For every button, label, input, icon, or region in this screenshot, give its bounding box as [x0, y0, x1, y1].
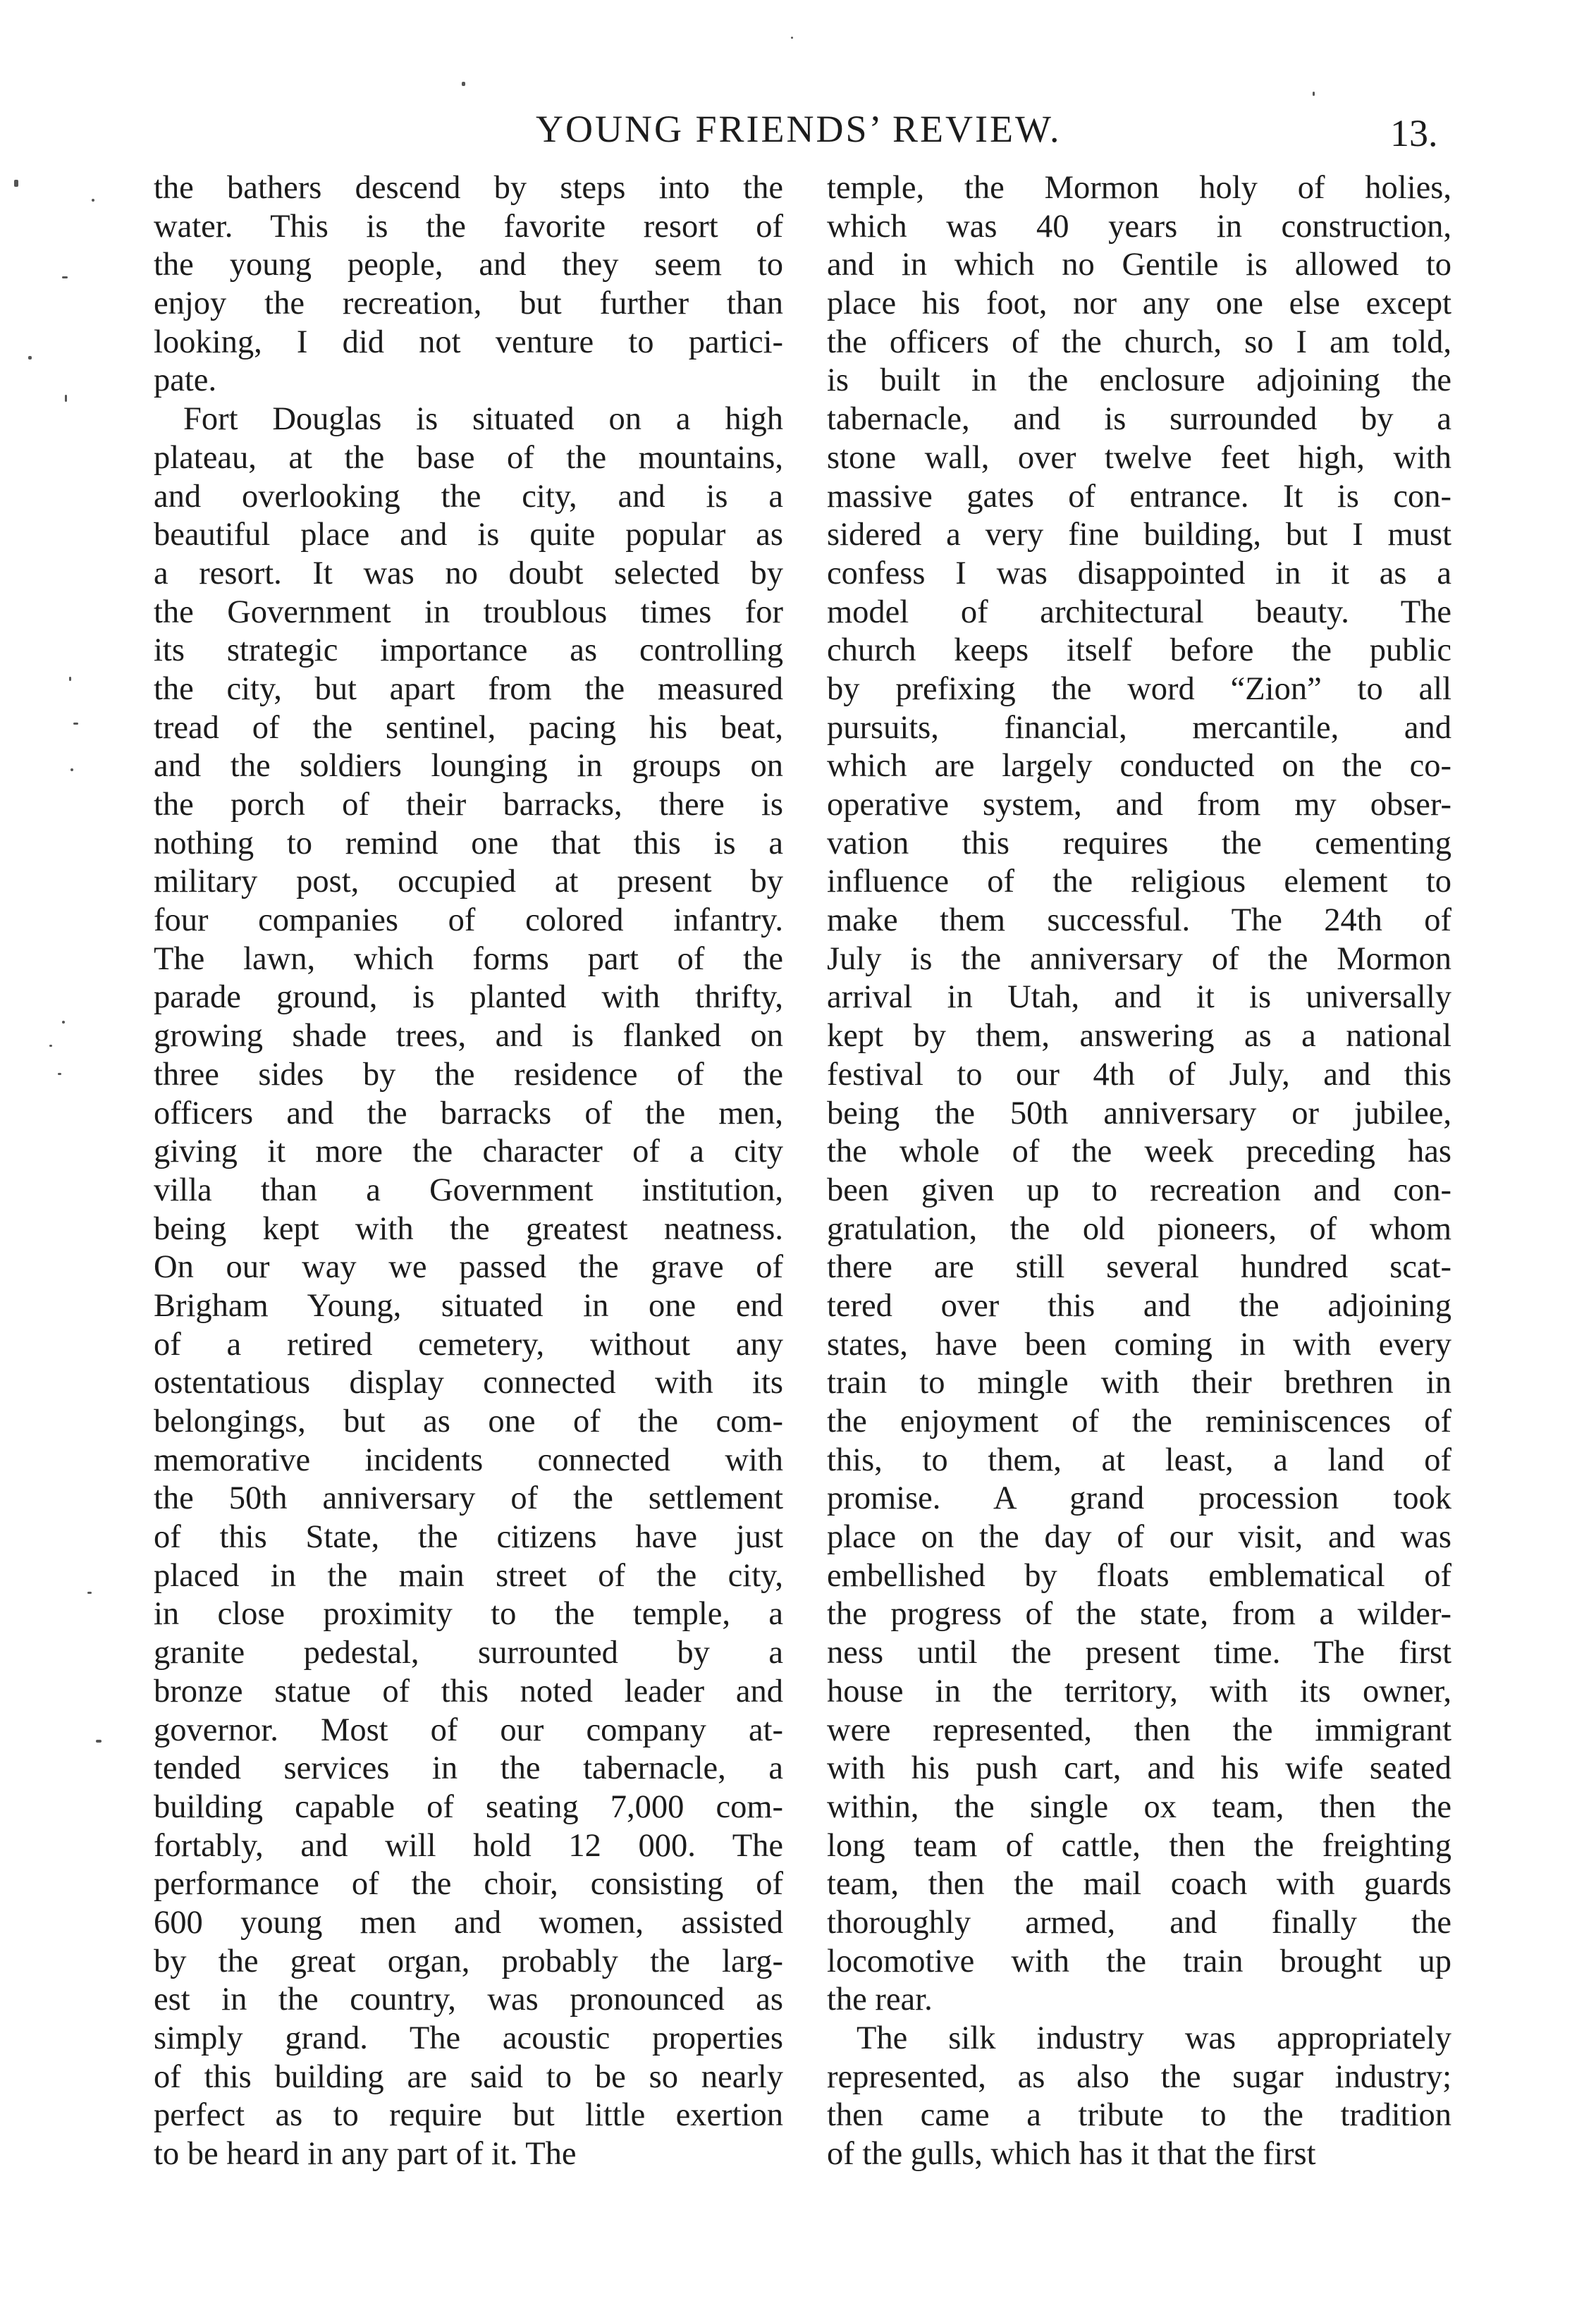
text-line: festival to our 4th of July, and this — [827, 1056, 1451, 1093]
text-line: 600 young men and women, assisted — [154, 1904, 783, 1941]
text-line: nothing to remind one that this is a — [154, 825, 783, 861]
text-line: by the great organ, probably the larg- — [154, 1943, 783, 1979]
text-line: confess I was disappointed in it as a — [827, 555, 1451, 591]
text-line: growing shade trees, and is flanked on — [154, 1018, 783, 1055]
text-line: the officers of the church, so I am told, — [827, 324, 1451, 360]
text-line: and overlooking the city, and is a — [154, 478, 783, 515]
text-line: bronze statue of this noted leader and — [154, 1673, 783, 1709]
text-line: of this building are said to be so nearly — [154, 2058, 783, 2095]
text-line: gratulation, the old pioneers, of whom — [827, 1210, 1451, 1247]
text-line: and the soldiers lounging in groups on — [154, 748, 783, 785]
running-header — [0, 107, 1596, 156]
text-line: by prefixing the word “Zion” to all — [827, 670, 1451, 707]
text-line: sidered a very fine building, but I must — [827, 517, 1451, 553]
text-line: arrival in Utah, and it is universally — [827, 979, 1451, 1016]
text-line: parade ground, is planted with thrifty, — [154, 979, 783, 1016]
text-line: tabernacle, and is surrounded by a — [827, 401, 1451, 438]
text-line: model of architectural beauty. The — [827, 594, 1451, 630]
text-line: tered over this and the adjoining — [827, 1287, 1451, 1324]
text-line: the porch of their barracks, there is — [154, 787, 783, 823]
text-line: were represented, then the immigrant — [827, 1712, 1451, 1748]
text-line: the Government in troublous times for — [154, 594, 783, 630]
text-line: influence of the religious element to — [827, 864, 1451, 900]
text-line: of the gulls, which has it that the first — [827, 2136, 1316, 2173]
text-line: kept by them, answering as a national — [827, 1018, 1451, 1055]
text-line: ostentatious display connected with its — [154, 1365, 783, 1401]
text-line: stone wall, over twelve feet high, with — [827, 439, 1451, 476]
text-line: of this State, the citizens have just — [154, 1519, 783, 1556]
text-line: the 50th anniversary of the settlement — [154, 1480, 783, 1517]
text-line: July is the anniversary of the Mormon — [827, 940, 1451, 977]
text-line: looking, I did not venture to partici- — [154, 324, 783, 360]
text-line: officers and the barracks of the men, — [154, 1095, 783, 1131]
text-line: the young people, and they seem to — [154, 247, 783, 283]
text-line: governor. Most of our company at- — [154, 1712, 783, 1748]
text-line: church keeps itself before the public — [827, 632, 1451, 669]
text-line: est in the country, was pronounced as — [154, 1982, 783, 2018]
text-line: fortably, and will hold 12 000. The — [154, 1827, 783, 1864]
text-line: train to mingle with their brethren in — [827, 1365, 1451, 1401]
text-line: there are still several hundred scat- — [827, 1249, 1451, 1286]
text-line: granite pedestal, surrounted by a — [154, 1635, 783, 1671]
text-line: then came a tribute to the tradition — [827, 2097, 1451, 2134]
text-line: massive gates of entrance. It is con- — [827, 478, 1451, 515]
text-line: which was 40 years in construction, — [827, 208, 1451, 245]
text-line: the rear. — [827, 1982, 933, 2018]
text-line: giving it more the character of a city — [154, 1134, 783, 1170]
text-line: embellished by floats emblematical of — [827, 1557, 1451, 1594]
text-line: plateau, at the base of the mountains, — [154, 439, 783, 476]
text-line: in close proximity to the temple, a — [154, 1596, 783, 1633]
text-line: the whole of the week preceding has — [827, 1134, 1451, 1170]
text-line: house in the territory, with its owner, — [827, 1673, 1451, 1709]
text-line: the city, but apart from the measured — [154, 670, 783, 707]
text-line: enjoy the recreation, but further than — [154, 285, 783, 322]
text-line: place on the day of our visit, and was — [827, 1519, 1451, 1556]
text-line: ness until the present time. The first — [827, 1635, 1451, 1671]
text-line: place his foot, nor any one else except — [827, 285, 1451, 322]
text-line: thoroughly armed, and finally the — [827, 1904, 1451, 1941]
text-line: Brigham Young, situated in one end — [154, 1287, 783, 1324]
page-number: 13. — [1390, 112, 1438, 154]
text-line: and in which no Gentile is allowed to — [827, 247, 1451, 283]
text-line: the bathers descend by steps into the — [154, 170, 783, 206]
text-line: pursuits, financial, mercantile, and — [827, 709, 1451, 746]
text-line: operative system, and from my obser- — [827, 787, 1451, 823]
text-line: military post, occupied at present by — [154, 864, 783, 900]
text-line: tread of the sentinel, pacing his beat, — [154, 709, 783, 746]
text-line: temple, the Mormon holy of holies, — [827, 170, 1451, 206]
text-line: vation this requires the cementing — [827, 825, 1451, 861]
text-line: beautiful place and is quite popular as — [154, 517, 783, 553]
text-line: team, then the mail coach with guards — [827, 1866, 1451, 1903]
text-line: promise. A grand procession took — [827, 1480, 1451, 1517]
text-line: which are largely conducted on the co- — [827, 748, 1451, 785]
text-line: pate. — [154, 362, 217, 399]
text-line: this, to them, at least, a land of — [827, 1442, 1451, 1478]
text-line: belongings, but as one of the com- — [154, 1404, 783, 1439]
text-line: memorative incidents connected with — [154, 1442, 783, 1478]
text-line: make them successful. The 24th of — [827, 902, 1451, 939]
text-line: three sides by the residence of the — [154, 1056, 783, 1093]
text-line: On our way we passed the grave of — [154, 1249, 783, 1286]
text-line: to be heard in any part of it. The — [154, 2136, 577, 2173]
left-text-column — [154, 169, 783, 2174]
text-line: represented, as also the sugar industry; — [827, 2058, 1451, 2095]
text-line: building capable of seating 7,000 com- — [154, 1788, 783, 1825]
text-line: is built in the enclosure adjoining the — [827, 362, 1451, 399]
text-line: four companies of colored infantry. — [154, 902, 783, 939]
text-line: states, have been coming in with every — [827, 1326, 1451, 1363]
text-line: Fort Douglas is situated on a high — [183, 401, 783, 438]
text-line: the progress of the state, from a wilder- — [827, 1596, 1451, 1633]
text-line: of a retired cemetery, without any — [154, 1326, 783, 1363]
text-line: long team of cattle, then the freighting — [827, 1827, 1451, 1864]
text-line: within, the single ox team, then the — [827, 1788, 1451, 1825]
text-line: its strategic importance as controlling — [154, 632, 783, 669]
journal-title: YOUNG FRIENDS’ REVIEW. — [536, 108, 1062, 150]
text-line: performance of the choir, consisting of — [154, 1866, 783, 1903]
text-line: being the 50th anniversary or jubilee, — [827, 1095, 1451, 1131]
text-line: perfect as to require but little exertion — [154, 2097, 783, 2134]
text-line: The lawn, which forms part of the — [154, 940, 783, 977]
text-line: a resort. It was no doubt selected by — [154, 555, 783, 591]
text-line: water. This is the favorite resort of — [154, 208, 783, 245]
text-line: locomotive with the train brought up — [827, 1943, 1451, 1979]
text-line: villa than a Government institution, — [154, 1172, 783, 1208]
text-line: the enjoyment of the reminiscences of — [827, 1404, 1451, 1439]
text-line: tended services in the tabernacle, a — [154, 1750, 783, 1787]
text-line: The silk industry was appropriately — [857, 2020, 1451, 2056]
text-line: with his push cart, and his wife seated — [827, 1750, 1451, 1787]
text-line: been given up to recreation and con- — [827, 1172, 1451, 1208]
text-line: being kept with the greatest neatness. — [154, 1210, 783, 1247]
text-line: placed in the main street of the city, — [154, 1557, 783, 1594]
text-line: simply grand. The acoustic properties — [154, 2020, 783, 2056]
right-text-column — [827, 169, 1451, 2174]
